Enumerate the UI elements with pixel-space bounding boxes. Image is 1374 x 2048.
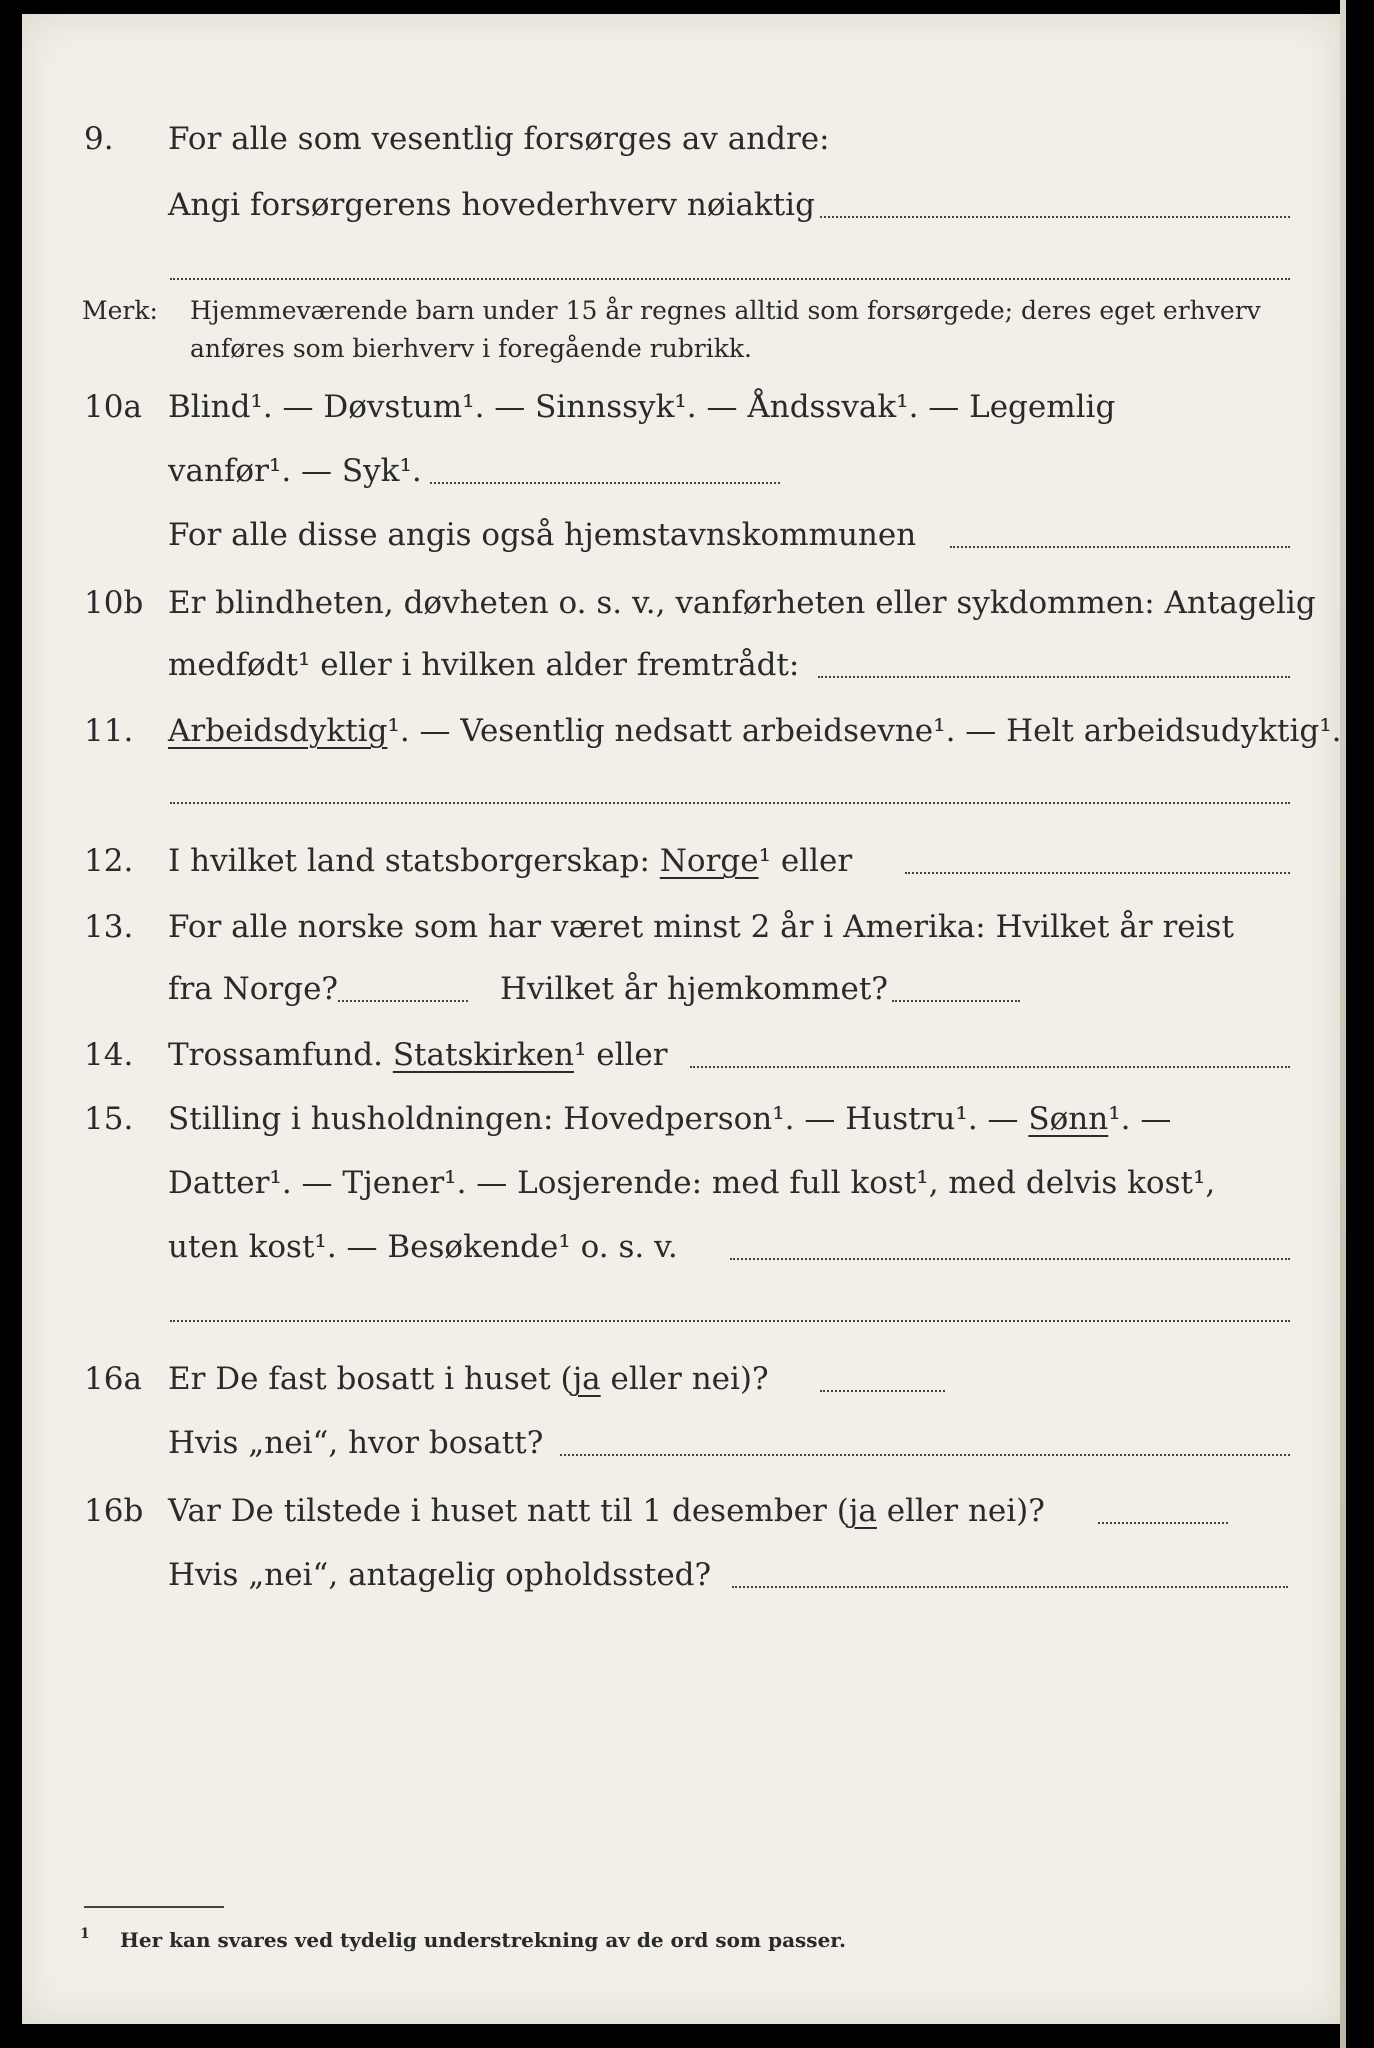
question-number: 10a (84, 389, 142, 425)
question-text-rest: ¹ eller (573, 1037, 668, 1073)
question-text-rest: ¹. — (1108, 1101, 1172, 1137)
answer-field[interactable] (338, 998, 468, 1002)
underlined-answer: ja (572, 1361, 601, 1397)
question-number: 16b (84, 1493, 144, 1529)
question-text-rest: ¹ eller (758, 843, 853, 879)
question-text: Hvilket år hjemkommet? (500, 971, 888, 1007)
question-number: 16a (84, 1361, 142, 1397)
answer-field[interactable] (560, 1452, 1290, 1456)
question-text: fra Norge? (168, 971, 339, 1007)
question-number: 15. (84, 1101, 134, 1137)
question-text: For alle norske som har været minst 2 år i Amerika: Hvilket år reist (168, 909, 1234, 945)
question-text-start: I hvilket land statsborgerskap: (168, 843, 660, 879)
question-text-start: Stilling i husholdningen: Hovedperson¹. — Hustru¹. — (168, 1101, 1029, 1137)
underlined-answer: Arbeidsdyktig (168, 713, 388, 749)
answer-field[interactable] (170, 1318, 1290, 1322)
question-text: medfødt¹ eller i hvilken alder fremtrådt: (168, 647, 800, 683)
question-text: vanfør¹. — Syk¹. (168, 453, 422, 489)
question-text: Hvis „nei“, hvor bosatt? (168, 1425, 544, 1461)
answer-field[interactable] (430, 480, 780, 484)
question-number: 14. (84, 1037, 134, 1073)
question-text: For alle som vesentlig forsørges av andre: (168, 121, 830, 157)
question-text: Hvis „nei“, antagelig opholdssted? (168, 1557, 712, 1593)
underlined-answer: ja (848, 1493, 877, 1529)
underlined-answer: Sønn (1028, 1101, 1109, 1137)
question-number: 13. (84, 909, 134, 945)
answer-field[interactable] (732, 1584, 1288, 1588)
answer-field[interactable] (950, 544, 1290, 548)
question-text (168, 1361, 769, 1397)
question-text (168, 843, 853, 879)
answer-field[interactable] (892, 998, 1020, 1002)
question-text-start: Er De fast bosatt i huset ( (168, 1361, 573, 1397)
question-text-rest: eller nei)? (600, 1361, 769, 1397)
page-edge (1340, 0, 1346, 2048)
answer-field[interactable] (905, 870, 1290, 874)
question-number: 12. (84, 843, 134, 879)
footnote-rule (84, 1906, 224, 1908)
note-text: anføres som bierhverv i foregående rubrikk. (190, 334, 752, 363)
answer-field[interactable] (820, 1388, 945, 1392)
question-text (168, 713, 1342, 749)
question-text (168, 1493, 1045, 1529)
underlined-answer: Norge (659, 843, 759, 879)
answer-field[interactable] (170, 276, 1290, 280)
question-text: For alle disse angis også hjemstavnskommunen (168, 517, 917, 553)
question-number: 10b (84, 585, 144, 621)
question-text: uten kost¹. — Besøkende¹ o. s. v. (168, 1229, 678, 1265)
question-text: Datter¹. — Tjener¹. — Losjerende: med full kost¹, med delvis kost¹, (168, 1165, 1216, 1201)
note-label: Merk: (82, 296, 158, 325)
answer-field[interactable] (730, 1256, 1290, 1260)
question-text: Angi forsørgerens hovederhverv nøiaktig (168, 187, 815, 223)
question-text: Blind¹. — Døvstum¹. — Sinnssyk¹. — Åndssvak¹. — Legemlig (168, 389, 1116, 425)
question-number: 11. (84, 713, 134, 749)
answer-field[interactable] (1098, 1520, 1228, 1524)
answer-field[interactable] (818, 674, 1290, 678)
answer-field[interactable] (690, 1064, 1290, 1068)
question-text-rest: ¹. — Vesentlig nedsatt arbeidsevne¹. — Helt arbeidsudyktig¹. (387, 713, 1342, 749)
question-text (168, 1037, 668, 1073)
underlined-answer: Statskirken (392, 1037, 574, 1073)
footnote-mark: 1 (80, 1926, 90, 1942)
question-text-start: Trossamfund. (168, 1037, 393, 1073)
answer-field[interactable] (820, 214, 1290, 218)
question-text-start: Var De tilstede i huset natt til 1 desember ( (168, 1493, 849, 1529)
question-number: 9. (84, 121, 114, 157)
question-text: Er blindheten, døvheten o. s. v., vanførheten eller sykdommen: Antagelig (168, 585, 1316, 621)
question-text-rest: eller nei)? (876, 1493, 1045, 1529)
footnote-text: Her kan svares ved tydelig understrekning av de ord som passer. (120, 1928, 846, 1952)
question-text (168, 1101, 1172, 1137)
footnote (80, 1926, 846, 1952)
answer-field[interactable] (170, 800, 1290, 804)
note-text: Hjemmeværende barn under 15 år regnes alltid som forsørgede; deres eget erhverv (190, 296, 1261, 325)
